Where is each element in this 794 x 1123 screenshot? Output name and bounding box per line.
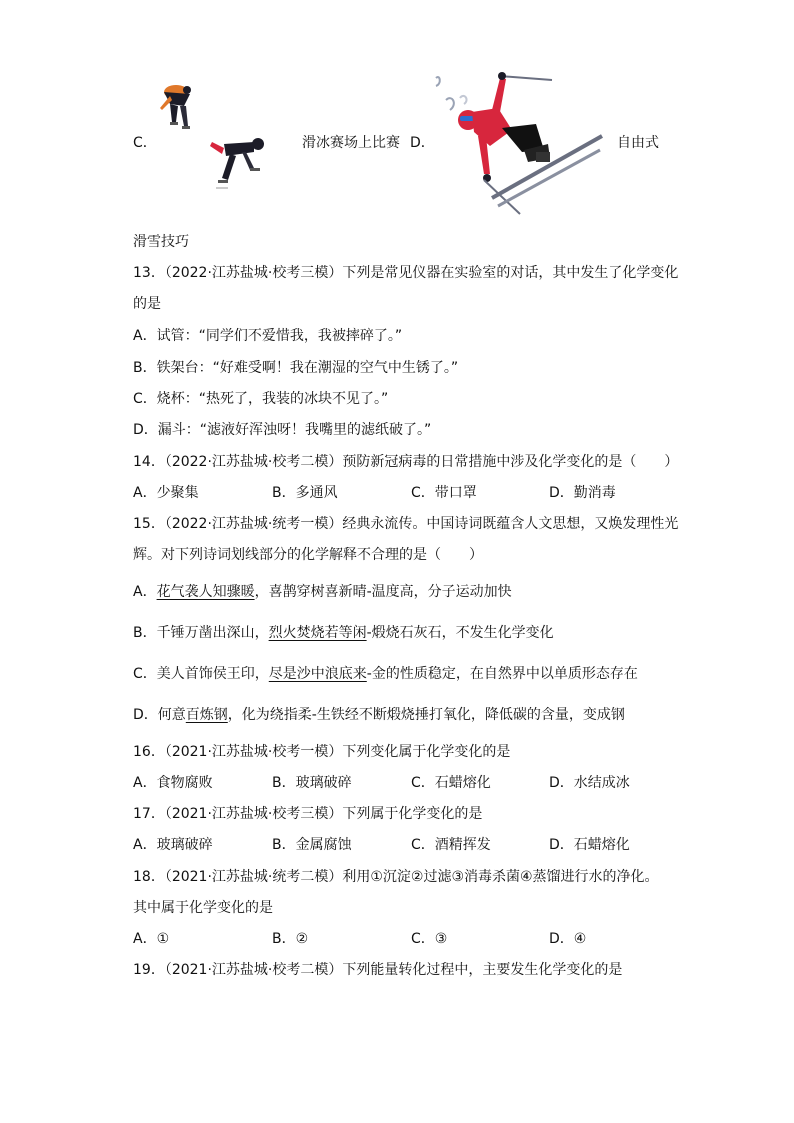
question-17-options	[133, 835, 673, 855]
question-17-option-c: C．酒精挥发	[411, 837, 491, 853]
question-15-option-d	[133, 705, 625, 725]
underlined-verse: 花气袭人知骤暖	[156, 584, 255, 600]
question-14-option-d: D．勤消毒	[549, 485, 616, 501]
skater-figure-1	[160, 85, 191, 129]
option-prefix: D．何意	[133, 707, 186, 723]
question-18-stem-line1: 18．（2021·江苏盐城·统考二模）利用①沉淀②过滤③消毒杀菌④蒸馏进行水的净化。	[133, 869, 659, 885]
question-15-option-c	[133, 664, 638, 684]
question-18-stem-line2: 其中属于化学变化的是	[133, 900, 273, 916]
question-18-option-d: D．④	[549, 931, 587, 947]
question-18-options	[133, 929, 673, 949]
underlined-verse: 尽是沙中浪底来	[268, 666, 367, 682]
question-13-option-a: A．试管：“同学们不爱惜我，我被摔碎了。”	[133, 328, 403, 344]
question-19-stem: 19．（2021·江苏盐城·校考二模）下列能量转化过程中，主要发生化学变化的是	[133, 962, 623, 978]
question-17-stem: 17．（2021·江苏盐城·校考三模）下列属于化学变化的是	[133, 806, 483, 822]
question-14-option-a: A．少聚集	[133, 485, 199, 501]
question-18-option-c: C．③	[411, 931, 448, 947]
question-13-option-b: B．铁架台：“好难受啊！我在潮湿的空气中生锈了。”	[133, 360, 459, 376]
option-prefix: B．千锤万凿出深山，	[133, 625, 269, 641]
question-18-option-a: A．①	[133, 931, 170, 947]
question-13-stem-line2: 的是	[133, 296, 161, 312]
question-15-stem-line2: 辉。对下列诗词划线部分的化学解释不合理的是（ ）	[133, 547, 483, 563]
option-d-label: D．	[410, 135, 435, 151]
question-18-option-b: B．②	[272, 931, 309, 947]
question-17-option-b: B．金属腐蚀	[272, 837, 352, 853]
question-16-options	[133, 773, 673, 793]
question-16-option-a: A．食物腐败	[133, 775, 213, 791]
question-13-option-c: C．烧杯：“热死了，我装的冰块不见了。”	[133, 391, 389, 407]
question-16-option-c: C．石蜡熔化	[411, 775, 491, 791]
option-explanation: ，喜鹊穿树喜新晴-温度高，分子运动加快	[254, 584, 512, 600]
underlined-verse: 烈火焚烧若等闲	[268, 625, 367, 641]
skier-figure	[436, 72, 602, 214]
option-prefix: A．	[133, 584, 157, 600]
question-16-option-d: D．水结成冰	[549, 775, 630, 791]
question-15-option-b	[133, 623, 554, 643]
option-c-caption: 滑冰赛场上比赛	[302, 135, 400, 151]
question-17-option-d: D．石蜡熔化	[549, 837, 630, 853]
option-d-caption-continued: 滑雪技巧	[133, 234, 189, 250]
freestyle-skiing-image	[432, 70, 607, 218]
question-15-stem-line1: 15．（2022·江苏盐城·统考一模）经典永流传。中国诗词既蕴含人文思想，又焕发理性光	[133, 516, 679, 532]
speed-skating-image	[150, 82, 275, 202]
option-explanation: ，化为绕指柔-生铁经不断煅烧捶打氧化，降低碳的含量，变成钢	[227, 707, 625, 723]
option-explanation: -煅烧石灰石，不发生化学变化	[366, 625, 554, 641]
question-16-option-b: B．玻璃破碎	[272, 775, 352, 791]
option-d-caption: 自由式	[617, 135, 659, 151]
question-13-stem-line1: 13．（2022·江苏盐城·校考三模）下列是常见仪器在实验室的对话，其中发生了化学变化	[133, 265, 679, 281]
question-17-option-a: A．玻璃破碎	[133, 837, 213, 853]
question-14-option-b: B．多通风	[272, 485, 338, 501]
question-14-options	[133, 483, 673, 503]
question-16-stem: 16．（2021·江苏盐城·校考一模）下列变化属于化学变化的是	[133, 744, 511, 760]
option-prefix: C．美人首饰侯王印，	[133, 666, 269, 682]
option-c-label: C．	[133, 135, 157, 151]
option-explanation: -金的性质稳定，在自然界中以单质形态存在	[366, 666, 638, 682]
underlined-verse: 百炼钢	[185, 707, 228, 723]
skater-figure-2	[210, 138, 264, 188]
question-15-option-a	[133, 582, 512, 602]
question-13-option-d: D．漏斗：“滤液好浑浊呀！我嘴里的滤纸破了。”	[133, 422, 432, 438]
question-14-stem: 14．（2022·江苏盐城·校考二模）预防新冠病毒的日常措施中涉及化学变化的是（ ）	[133, 454, 679, 470]
question-14-option-c: C．带口罩	[411, 485, 477, 501]
